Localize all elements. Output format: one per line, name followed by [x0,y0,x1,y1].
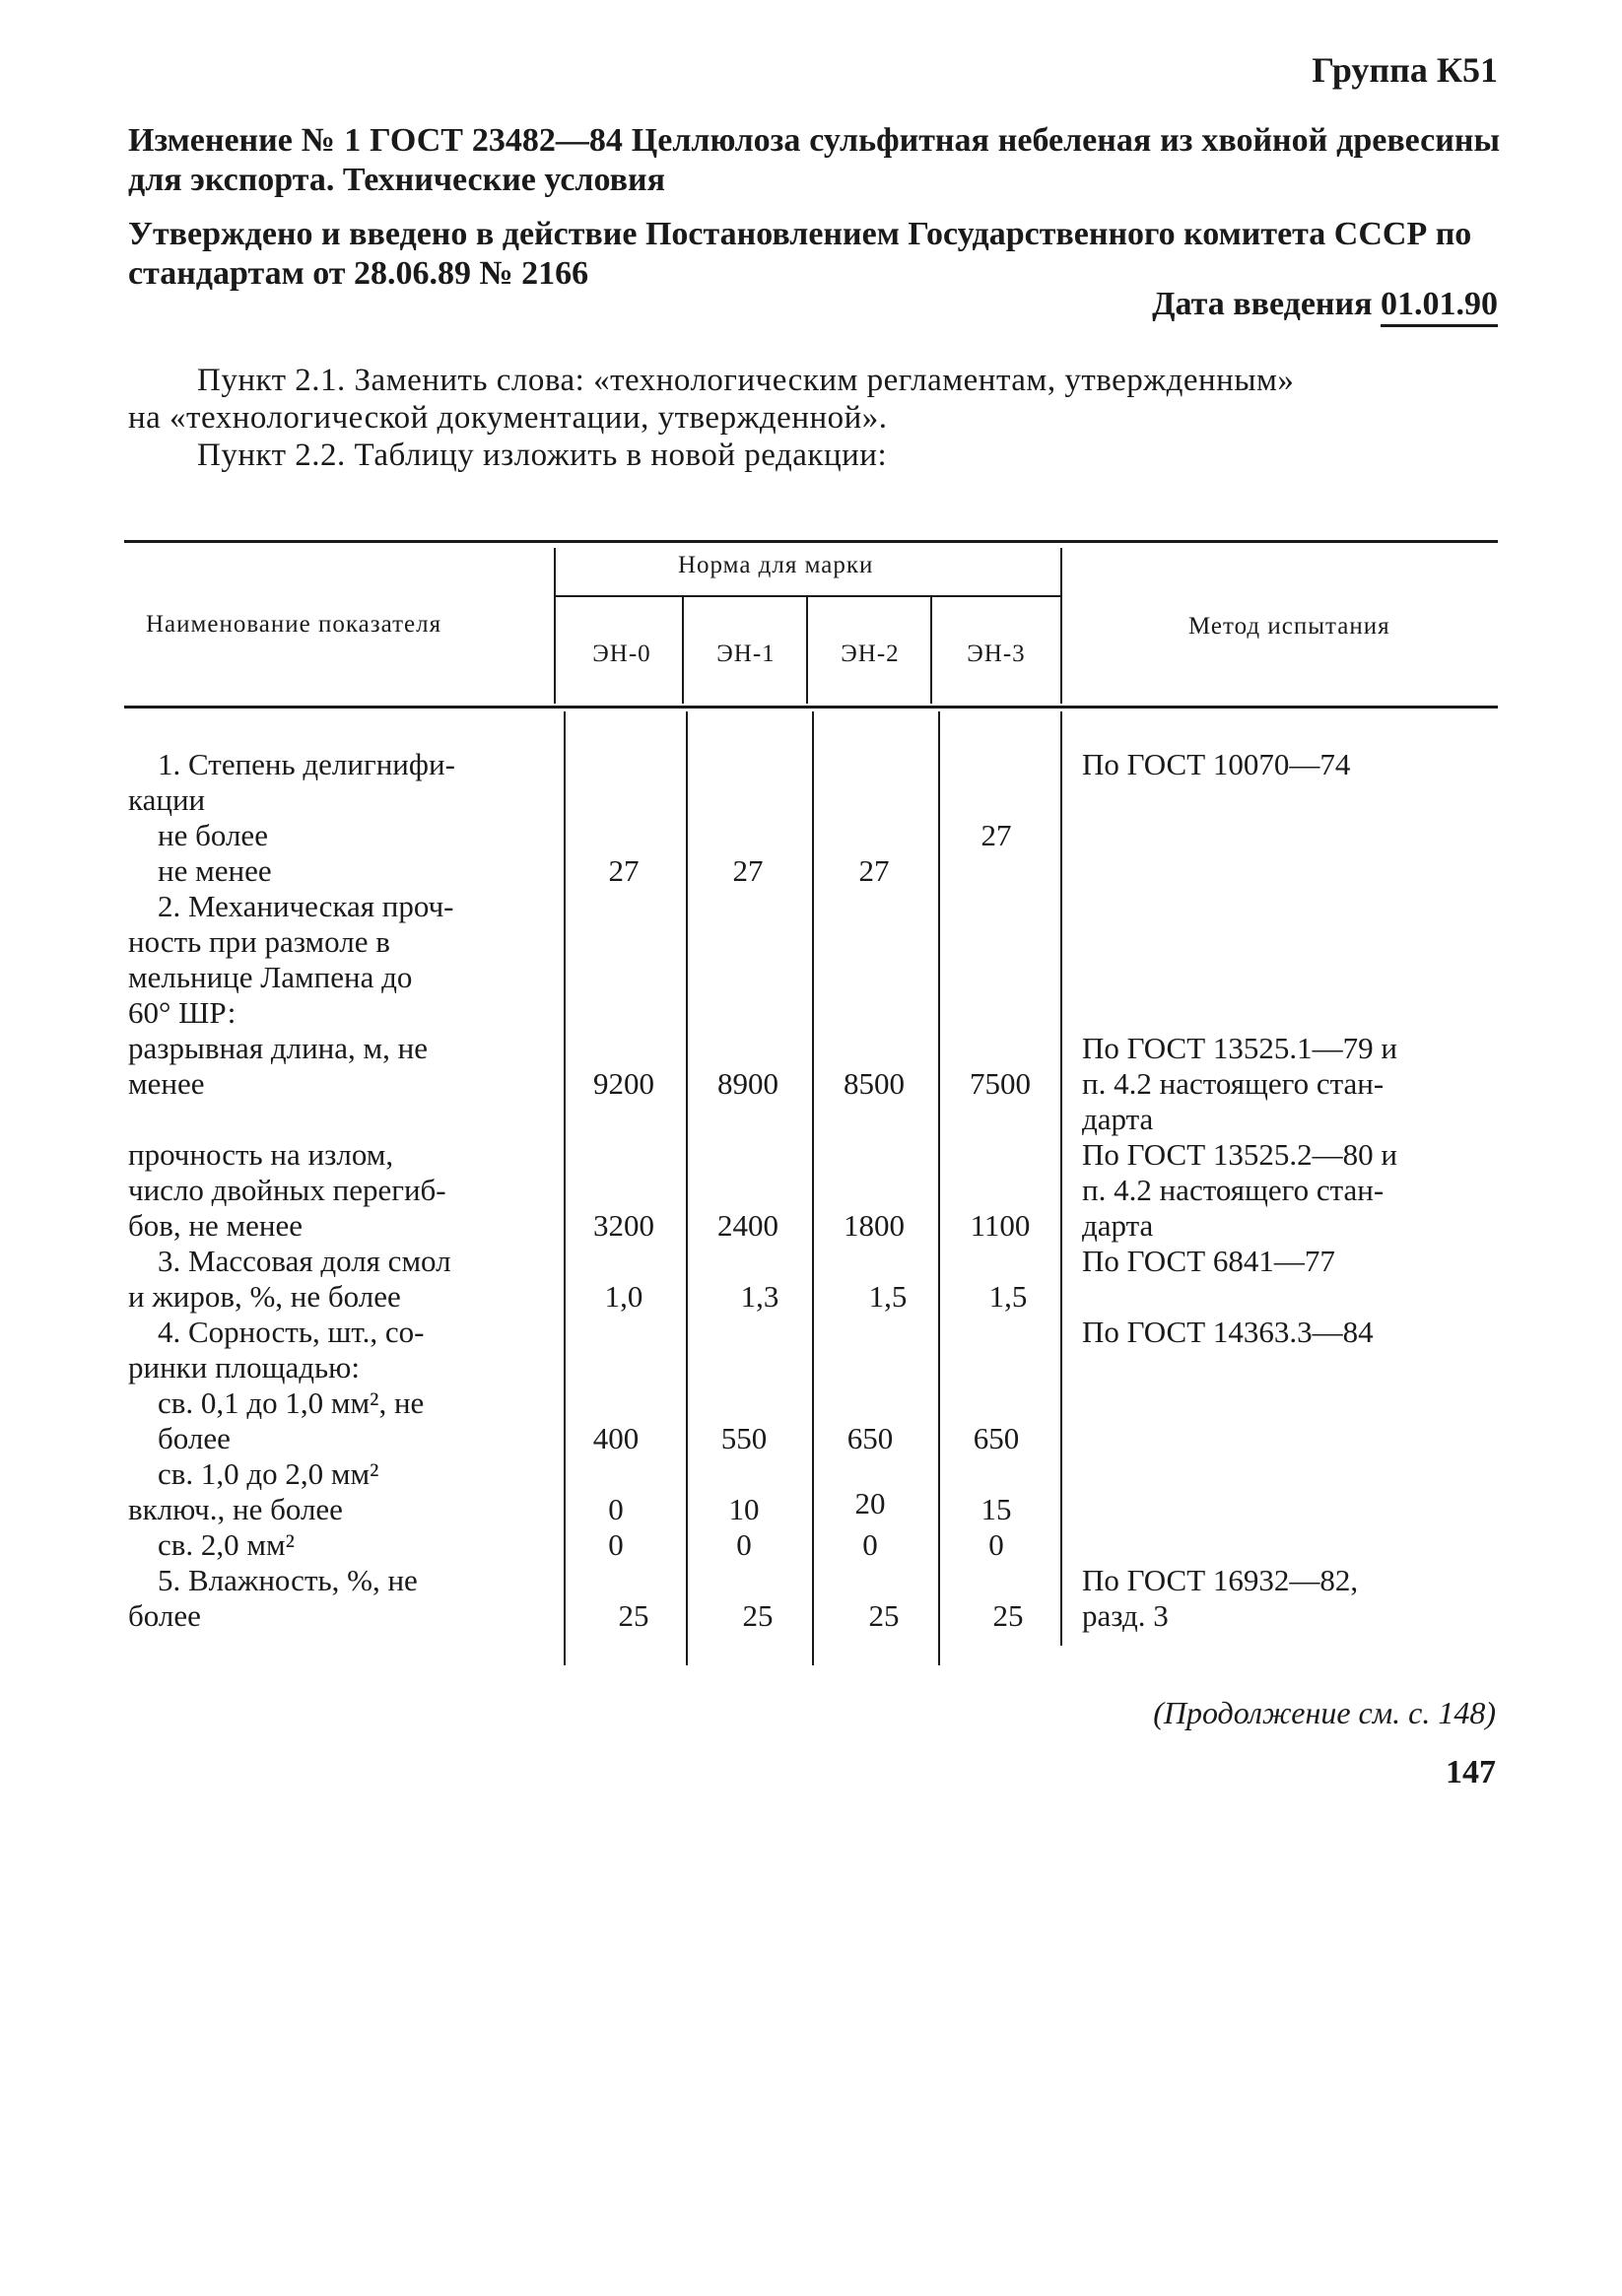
document-title: Изменение № 1 ГОСТ 23482—84 Целлюлоза сульфитная небеленая из хвойной древесины для экспорта. Технические условия [128,122,1500,198]
value-cell: 27 [980,818,1012,852]
row-label: не более [158,818,268,852]
value-cell: 10 [728,1492,760,1526]
method-cell: По ГОСТ 16932—82, [1082,1563,1359,1597]
value-cell: 550 [720,1421,768,1455]
col-divider-grade [930,597,932,704]
col-divider-grade [806,597,808,704]
row-label: более [158,1421,231,1455]
row-label: ринки площадью: [128,1350,360,1384]
value-cell: 1100 [970,1208,1031,1243]
value-cell: 7500 [970,1066,1031,1101]
column-header-norm: Норма для марки [678,552,874,578]
paragraph-2-1-line1: Пункт 2.1. Заменить слова: «технологическим регламентам, утвержденным» [197,363,1295,398]
value-cell: 650 [973,1421,1020,1455]
col-divider-method [1060,548,1062,704]
value-cell: 27 [732,853,764,888]
paragraph-2-2: Пункт 2.2. Таблицу изложить в новой редакции: [197,438,888,473]
header-bottom-rule [124,706,1498,709]
table-top-rule [124,540,1498,543]
grade-header: ЭН-0 [592,641,651,667]
col-divider-grade [938,711,940,1665]
method-cell: По ГОСТ 10070—74 [1082,747,1351,781]
value-cell: 400 [592,1421,640,1455]
row-label: менее [128,1066,205,1101]
value-cell: 3200 [593,1208,654,1243]
row-label: 3. Массовая доля смол [158,1244,451,1278]
method-cell: п. 4.2 настоящего стан- [1082,1173,1385,1207]
row-label: 2. Механическая проч- [158,889,454,923]
row-label: 4. Сорность, шт., со- [158,1315,425,1349]
value-cell: 0 [736,1527,752,1562]
value-cell: 8900 [717,1066,778,1101]
page-number: 147 [1446,1754,1496,1790]
row-label: 5. Влажность, %, не [158,1563,418,1597]
value-cell: 0 [862,1527,878,1562]
value-cell: 25 [618,1598,649,1633]
method-cell: дарта [1082,1102,1154,1136]
col-divider-grade [812,711,814,1665]
row-label: 60° ШР: [128,995,237,1030]
value-cell: 0 [988,1527,1004,1562]
grade-header: ЭН-2 [841,641,900,667]
value-cell: 1,3 [740,1279,779,1314]
column-header-name: Наименование показателя [146,611,442,638]
value-cell: 9200 [593,1066,654,1101]
continuation-note: (Продолжение см. с. 148) [1153,1695,1496,1730]
value-cell: 1800 [844,1208,905,1243]
value-cell: 2400 [717,1208,778,1243]
col-divider-grade [682,597,684,704]
value-cell: 25 [868,1598,900,1633]
value-cell: 0 [608,1492,624,1526]
method-cell: По ГОСТ 13525.1—79 и [1082,1031,1398,1065]
row-label: 1. Степень делигнифи- [158,747,455,781]
row-label: включ., не более [128,1492,343,1526]
row-label: число двойных перегиб- [128,1173,446,1207]
value-cell: 15 [980,1492,1012,1526]
row-label: и жиров, %, не более [128,1279,401,1314]
method-cell: По ГОСТ 6841—77 [1082,1244,1335,1278]
value-cell: 650 [846,1421,894,1455]
col-divider-method [1060,711,1062,1646]
row-label: прочность на излом, [128,1137,394,1172]
row-label: кации [128,782,206,817]
value-cell: 25 [742,1598,774,1633]
col-divider-grade [686,711,688,1665]
date-value: 01.01.90 [1381,286,1498,327]
value-cell: 27 [608,853,640,888]
method-cell: По ГОСТ 13525.2—80 и [1082,1137,1398,1172]
col-divider-name [554,548,556,704]
date-label: Дата введения [1152,286,1373,322]
row-label: ность при размоле в [128,924,390,959]
method-cell: п. 4.2 настоящего стан- [1082,1066,1385,1101]
column-header-method: Метод испытания [1188,613,1390,640]
method-cell: По ГОСТ 14363.3—84 [1082,1315,1374,1349]
grade-header: ЭН-1 [716,641,776,667]
paragraph-2-1-line2: на «технологической документации, утвержденной». [128,400,888,436]
row-label: св. 0,1 до 1,0 мм², не [158,1385,425,1420]
value-cell: 8500 [844,1066,905,1101]
value-cell: 27 [858,853,890,888]
effective-date [1152,286,1498,323]
value-cell: 0 [608,1527,624,1562]
value-cell: 1,0 [604,1279,643,1314]
row-label: св. 2,0 мм² [158,1527,295,1562]
method-cell: дарта [1082,1208,1154,1243]
row-label: не менее [158,853,272,888]
group-label: Группа К51 [1312,50,1498,90]
approval-statement: Утверждено и введено в действие Постановлением Государственного комитета СССР по стандартам от 28.06.89 № 2166 [128,216,1472,292]
method-cell: разд. 3 [1082,1598,1169,1633]
value-cell: 1,5 [988,1279,1028,1314]
value-cell: 25 [992,1598,1024,1633]
value-cell: 1,5 [868,1279,908,1314]
value-cell: 20 [854,1486,886,1520]
row-label: св. 1,0 до 2,0 мм² [158,1456,379,1491]
row-label: более [128,1598,201,1633]
row-label: мельнице Лампена до [128,960,413,994]
row-label: разрывная длина, м, не [128,1031,428,1065]
row-label: бов, не менее [128,1208,303,1243]
grade-header: ЭН-3 [967,641,1026,667]
